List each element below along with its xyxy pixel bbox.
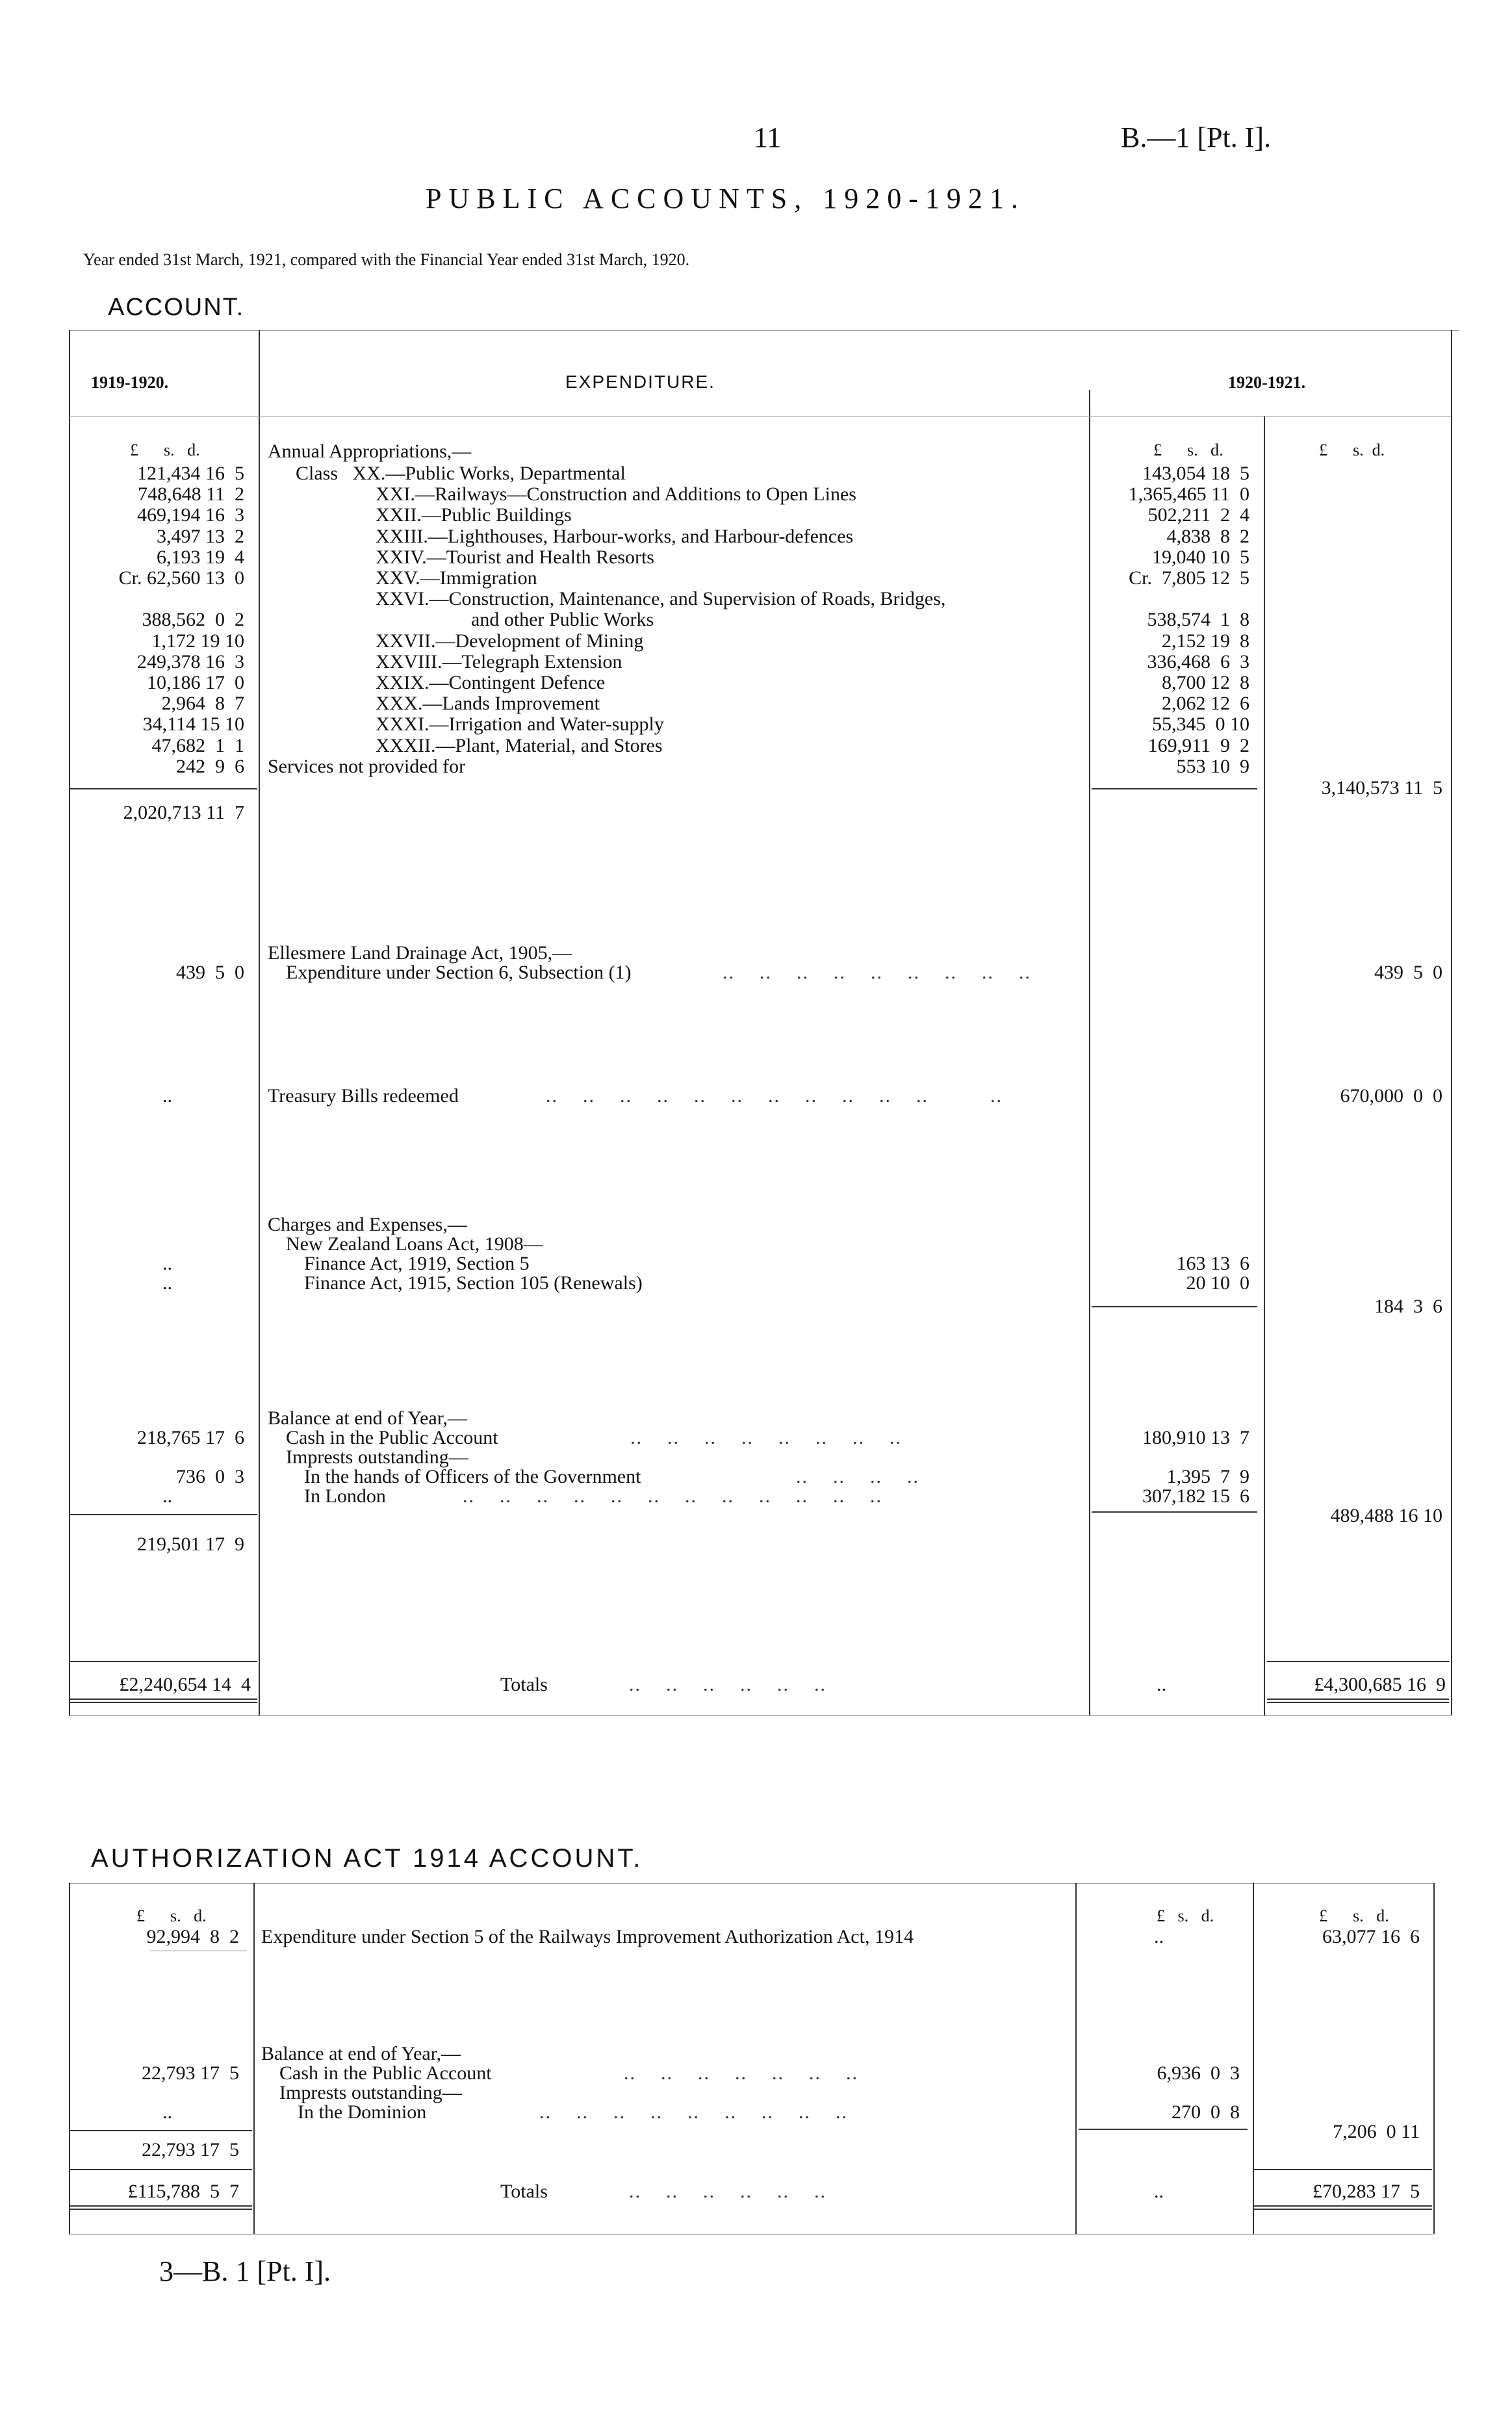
imprests-label: Imprests outstanding— — [286, 1446, 468, 1468]
totals-curr: £4,300,685 16 9 — [1314, 1674, 1446, 1695]
class-row-curr: 336,468 6 3 — [1147, 650, 1249, 673]
class-row-label: Services not provided for — [268, 755, 466, 777]
page-title: PUBLIC ACCOUNTS, 1920-1921. — [426, 183, 1025, 214]
charges-row-curr: 163 13 6 — [1176, 1253, 1249, 1274]
class-row-curr: 55,345 0 10 — [1152, 713, 1249, 736]
class-row-curr: 19,040 10 5 — [1152, 546, 1249, 568]
officers-label: In the hands of Officers of the Government — [304, 1466, 641, 1487]
charges-heading: Charges and Expenses,— — [268, 1214, 467, 1235]
class-row-label: XXVI.—Construction, Maintenance, and Supervision of Roads, Bridges, — [376, 588, 946, 610]
charges-sub: New Zealand Loans Act, 1908— — [286, 1233, 543, 1255]
london-curr: 307,182 15 6 — [1142, 1485, 1249, 1507]
auth-cash-prev: 22,793 17 5 — [142, 2062, 239, 2084]
class-row-prev: 249,378 16 3 — [137, 650, 244, 673]
section-heading: ACCOUNT. — [108, 294, 245, 321]
class-row-curr: 2,152 19 8 — [1162, 630, 1249, 652]
dot-leader: .. .. .. .. — [796, 1466, 919, 1487]
auth-cash-curr: 6,936 0 3 — [1157, 2062, 1240, 2084]
class-row-prev: 242 9 6 — [176, 755, 244, 777]
class-row-prev: 10,186 17 0 — [147, 672, 244, 693]
class-row-label: XXXI.—Irrigation and Water-supply — [376, 713, 664, 736]
annual-total-prev: 2,020,713 11 7 — [123, 802, 244, 823]
class-row-prev: 2,964 8 7 — [161, 693, 244, 715]
ellesmere-heading: Ellesmere Land Drainage Act, 1905,— — [268, 942, 572, 964]
page-subtitle: Year ended 31st March, 1921, compared with the Financial Year ended 31st March, 1920. — [83, 250, 690, 269]
lsd-header-mid: £ s. d. — [1153, 441, 1224, 459]
class-row-label: XXIV.—Tourist and Health Resorts — [376, 546, 654, 568]
london-label: In London — [304, 1485, 386, 1507]
auth-totals-label: Totals — [500, 2181, 548, 2202]
ellesmere-label: Expenditure under Section 6, Subsection (1) — [286, 962, 632, 983]
lsd-header-right: £ s. d. — [1319, 441, 1385, 459]
dot-leader: .. .. .. .. .. .. .. .. .. .. .. .. — [463, 1485, 882, 1507]
auth-balance-total-curr: 7,206 0 11 — [1333, 2121, 1420, 2142]
dot-leader: .. .. .. .. .. .. .. .. .. .. .. .. — [546, 1085, 1003, 1107]
balance-total-curr: 489,488 16 10 — [1330, 1505, 1442, 1526]
london-prev: .. — [162, 1485, 172, 1507]
auth-totals-mid: .. — [1154, 2181, 1164, 2202]
balance-total-prev: 219,501 17 9 — [137, 1533, 244, 1555]
class-row-label: XXII.—Public Buildings — [376, 504, 572, 526]
ellesmere-prev: 439 5 0 — [176, 962, 244, 983]
class-row-prev: 1,172 19 10 — [151, 630, 244, 652]
annual-total-curr: 3,140,573 11 5 — [1321, 777, 1442, 799]
charges-row-label: Finance Act, 1915, Section 105 (Renewals) — [304, 1272, 643, 1294]
class-row-curr: 502,211 2 4 — [1147, 504, 1249, 526]
class-row-prev: 121,434 16 5 — [137, 463, 244, 484]
class-row-curr: 143,054 18 5 — [1142, 463, 1249, 484]
treasury-label: Treasury Bills redeemed — [268, 1085, 459, 1107]
page-number: 11 — [754, 122, 782, 153]
officers-prev: 736 0 3 — [176, 1466, 244, 1487]
cash-curr: 180,910 13 7 — [1142, 1427, 1249, 1448]
auth-title: AUTHORIZATION ACT 1914 ACCOUNT. — [91, 1844, 643, 1873]
totals-mid: .. — [1157, 1674, 1166, 1695]
auth-totals-prev: £115,788 5 7 — [127, 2181, 239, 2202]
officers-curr: 1,395 7 9 — [1166, 1466, 1249, 1487]
auth-exp-mid: .. — [1154, 1926, 1164, 1947]
class-row-label: XXVII.—Development of Mining — [376, 630, 644, 652]
balance-heading: Balance at end of Year,— — [268, 1407, 468, 1429]
auth-dominion-prev: .. — [162, 2101, 172, 2123]
class-row-label: Class XX.—Public Works, Departmental — [296, 463, 626, 484]
class-row-curr: 169,911 9 2 — [1147, 734, 1249, 756]
col-expenditure: EXPENDITURE. — [565, 372, 715, 392]
class-row-label: XXI.—Railways—Construction and Additions to Open Lines — [376, 483, 856, 506]
dot-leader: .. .. .. .. .. .. — [629, 2181, 826, 2202]
auth-cash-label: Cash in the Public Account — [279, 2062, 492, 2084]
col-prev-year: 1919-1920. — [91, 373, 169, 392]
lsd-header-prev: £ s. d. — [130, 441, 200, 459]
cash-prev: 218,765 17 6 — [137, 1427, 244, 1448]
col-curr-year: 1920-1921. — [1228, 373, 1306, 392]
class-row-prev: 6,193 19 4 — [157, 546, 244, 568]
class-row-label: XXIX.—Contingent Defence — [376, 672, 606, 693]
annual-heading: Annual Appropriations,— — [268, 441, 472, 462]
auth-exp-label: Expenditure under Section 5 of the Railways Improvement Authorization Act, 1914 — [261, 1926, 914, 1947]
class-row-curr: Cr. 7,805 12 5 — [1129, 567, 1249, 589]
auth-dominion-curr: 270 0 8 — [1172, 2101, 1240, 2123]
signature-footer: 3—B. 1 [Pt. I]. — [159, 2255, 331, 2287]
class-row-prev: 469,194 16 3 — [137, 504, 244, 526]
charges-row-prev: .. — [162, 1253, 172, 1274]
dot-leader: .. .. .. .. .. .. .. .. .. — [539, 2101, 848, 2123]
class-row-prev: 748,648 11 2 — [138, 483, 244, 506]
class-row-label: XXIII.—Lighthouses, Harbour-works, and Harbour-defences — [376, 525, 854, 547]
dot-leader: .. .. .. .. .. .. — [629, 1674, 826, 1695]
class-row-label: and other Public Works — [471, 609, 654, 631]
dot-leader: .. .. .. .. .. .. .. .. — [630, 1427, 902, 1448]
class-row-label: XXVIII.—Telegraph Extension — [376, 650, 622, 673]
dot-leader: .. .. .. .. .. .. .. .. .. — [723, 962, 1031, 983]
auth-lsd-right: £ s. d. — [1319, 1906, 1389, 1925]
charges-row-prev: .. — [162, 1272, 172, 1294]
charges-total: 184 3 6 — [1374, 1296, 1442, 1317]
auth-imprests-label: Imprests outstanding— — [279, 2082, 462, 2103]
class-row-curr: 553 10 9 — [1176, 755, 1249, 777]
class-row-curr: 8,700 12 8 — [1162, 672, 1249, 693]
class-row-label: XXX.—Lands Improvement — [376, 693, 600, 715]
ellesmere-curr: 439 5 0 — [1374, 962, 1442, 983]
document-ref: B.—1 [Pt. I]. — [1121, 122, 1271, 153]
class-row-prev: 34,114 15 10 — [142, 713, 244, 736]
class-row-curr: 538,574 1 8 — [1147, 609, 1249, 631]
auth-balance-heading: Balance at end of Year,— — [261, 2043, 461, 2064]
auth-dominion-label: In the Dominion — [298, 2101, 427, 2123]
class-row-prev: 388,562 0 2 — [142, 609, 244, 631]
auth-balance-total-prev: 22,793 17 5 — [142, 2139, 239, 2160]
treasury-curr: 670,000 0 0 — [1340, 1085, 1442, 1107]
charges-row-curr: 20 10 0 — [1186, 1272, 1249, 1294]
class-row-prev: 3,497 13 2 — [157, 525, 244, 547]
auth-exp-curr: 63,077 16 6 — [1322, 1926, 1420, 1947]
dot-leader: .. .. .. .. .. .. .. — [624, 2062, 858, 2084]
auth-totals-curr: £70,283 17 5 — [1313, 2181, 1420, 2202]
class-row-label: XXV.—Immigration — [376, 567, 537, 589]
class-row-curr: 1,365,465 11 0 — [1128, 483, 1249, 506]
auth-lsd-mid: £ s. d. — [1157, 1906, 1214, 1925]
cash-label: Cash in the Public Account — [286, 1427, 498, 1448]
class-row-curr: 4,838 8 2 — [1166, 525, 1249, 547]
class-row-label: XXXII.—Plant, Material, and Stores — [376, 734, 663, 756]
class-row-curr: 2,062 12 6 — [1162, 693, 1249, 715]
totals-prev: £2,240,654 14 4 — [119, 1674, 251, 1695]
treasury-prev: .. — [162, 1085, 172, 1107]
totals-label: Totals — [500, 1674, 548, 1695]
auth-exp-prev: 92,994 8 2 — [146, 1926, 239, 1947]
class-row-prev: Cr. 62,560 13 0 — [118, 567, 244, 589]
charges-row-label: Finance Act, 1919, Section 5 — [304, 1253, 530, 1274]
auth-lsd-left: £ s. d. — [136, 1906, 207, 1925]
class-row-prev: 47,682 1 1 — [151, 734, 244, 756]
